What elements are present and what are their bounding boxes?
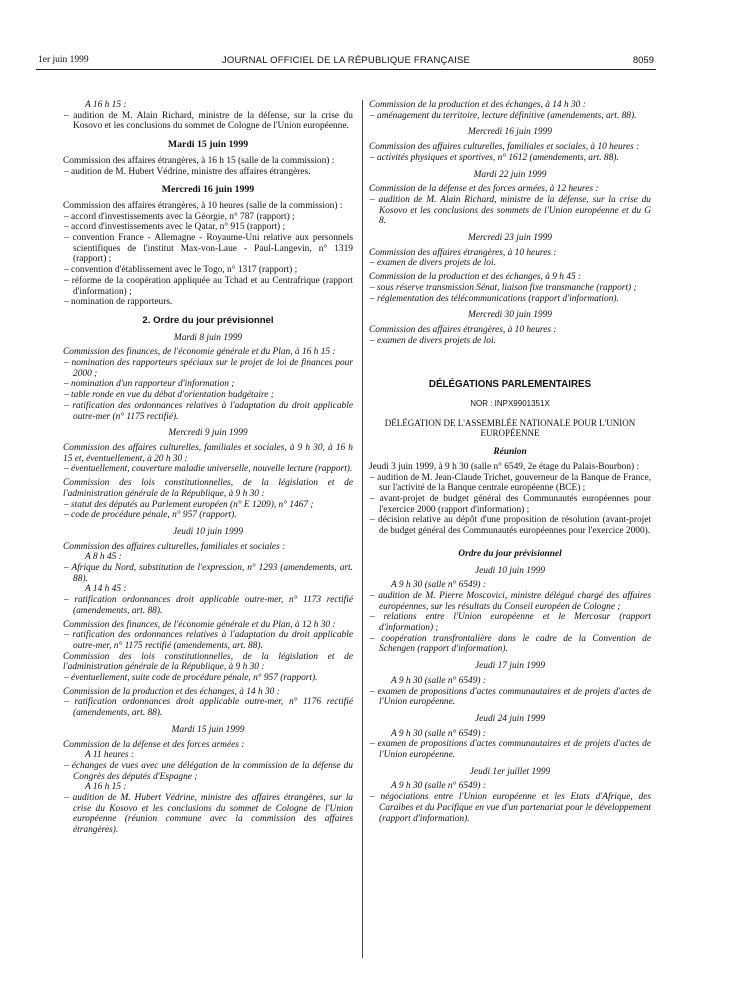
- date-heading: Mardi 22 juin 1999: [473, 169, 547, 180]
- agenda-item: – échanges de vues avec une délégation de la commission de la défense du Congrès des députés d'Espagne ;: [64, 760, 353, 782]
- agenda-item: – relations entre l'Union européenne et le Mercosur (rapport d'information) ;: [370, 612, 651, 634]
- commission-line: Commission de la production et des échanges, à 14 h 30 :: [63, 686, 280, 697]
- section-heading: 2. Ordre du jour prévisionnel: [142, 314, 274, 326]
- commission-line: Commission des affaires étrangères, à 16 h 15 (salle de la commission) :: [63, 155, 335, 166]
- commission-line: Commission de la défense et des forces armées :: [63, 739, 245, 750]
- agenda-item: – convention d'établissement avec le Togo, n° 1317 (rapport) ;: [64, 265, 298, 276]
- subsection-heading: Ordre du jour prévisionnel: [458, 548, 562, 559]
- agenda-item: – statut des députés au Parlement européen (n° E 1209), n° 1467 ;: [64, 499, 314, 510]
- commission-line: Commission de la production et des échanges, à 9 h 45 :: [369, 272, 582, 283]
- agenda-item: – aménagement du territoire, lecture définitive (amendements, art. 88).: [370, 110, 637, 121]
- right-column: [369, 100, 651, 824]
- date-heading: Jeudi 24 juin 1999: [474, 713, 546, 724]
- date-heading: Mercredi 9 juin 1999: [168, 428, 248, 439]
- agenda-item: – ratification des ordonnances relatives à l'adaptation du droit applicable outre-mer (n° 1175 rectifié).: [64, 400, 353, 422]
- time-label: A 9 h 30 (salle n° 6549) :: [391, 728, 486, 739]
- commission-line: Commission des affaires culturelles, familiales et sociales, à 10 heures :: [369, 142, 640, 153]
- page-number: 8059: [632, 55, 654, 66]
- commission-line: Commission des affaires étrangères, à 10 heures (salle de la commission) :: [63, 200, 343, 211]
- time-label: A 8 h 45 :: [85, 552, 122, 563]
- date-heading: Mardi 15 juin 1999: [171, 724, 245, 735]
- time-label: A 9 h 30 (salle n° 6549) :: [391, 675, 486, 686]
- agenda-item: – ratification ordonnances droit applicable outre-mer, n° 1176 rectifié (amendements, art. 88).: [64, 697, 353, 719]
- date-heading: Jeudi 1er juillet 1999: [469, 766, 551, 777]
- agenda-item: – Afrique du Nord, substitution de l'expression, n° 1293 (amendements, art. 88).: [64, 563, 353, 584]
- nor-reference: NOR : INPX9901351X: [470, 399, 550, 409]
- date-heading: Mercredi 30 juin 1999: [468, 310, 552, 321]
- page-header: [38, 55, 654, 69]
- time-label: A 9 h 30 (salle n° 6549) :: [391, 580, 486, 591]
- header-date: 1er juin 1999: [38, 55, 89, 65]
- column-divider: [362, 100, 363, 958]
- agenda-item: – examen de propositions d'actes communautaires et de projets d'actes de l'Union européenne.: [370, 739, 651, 761]
- date-heading: Mercredi 16 juin 1999: [468, 127, 552, 138]
- agenda-item: – activités physiques et sportives, n° 1612 (amendements, art. 88).: [370, 152, 619, 163]
- section-heading: DÉLÉGATIONS PARLEMENTAIRES: [428, 379, 592, 391]
- agenda-item: – examen de propositions d'actes communautaires et de projets d'actes de l'Union européenne.: [370, 686, 651, 708]
- commission-line: Commission des lois constitutionnelles, de la législation et de l'administration générale de la République, à 9 h 30 :: [63, 651, 353, 673]
- agenda-item: – sous réserve transmission Sénat, liaison fixe transmanche (rapport) ;: [370, 282, 637, 293]
- agenda-item: – éventuellement, couverture maladie universelle, nouvelle lecture (rapport).: [64, 464, 353, 475]
- date-heading: Jeudi 10 juin 1999: [172, 526, 244, 537]
- agenda-item: – convention France - Allemagne - Royaume-Uni relative aux personnels scientifiques de l'institut Max-von-Laue - Paul-Langevin, n° 1319 (rapport) ;: [64, 233, 353, 265]
- subsection-heading: Réunion: [493, 447, 527, 458]
- meeting-line: Jeudi 3 juin 1999, à 9 h 30 (salle n° 6549, 2e étage du Palais-Bourbon) :: [369, 461, 640, 472]
- left-column: [63, 100, 353, 836]
- date-heading: Mercredi 23 juin 1999: [468, 233, 552, 244]
- delegation-title: DÉLÉGATION DE L'ASSEMBLÉE NATIONALE POUR L'UNION EUROPÉENNE: [384, 417, 636, 439]
- date-heading: Mercredi 16 juin 1999: [161, 184, 255, 196]
- time-label: A 16 h 15 :: [85, 100, 127, 110]
- time-label: A 16 h 15 :: [85, 782, 127, 793]
- agenda-item: – code de procédure pénale, n° 957 (rapport).: [64, 510, 237, 521]
- commission-line: Commission des affaires culturelles, familiales et sociales :: [63, 541, 286, 552]
- commission-line: Commission des affaires étrangères, à 10 heures :: [369, 324, 557, 335]
- agenda-item: – éventuellement, suite code de procédure pénale, n° 957 (rapport).: [64, 673, 318, 684]
- header-title: JOURNAL OFFICIEL DE LA RÉPUBLIQUE FRANÇAISE: [221, 55, 471, 66]
- agenda-item: – examen de divers projets de loi.: [370, 258, 496, 269]
- agenda-item: – accord d'investissements avec la Géorgie, n° 787 (rapport) ;: [64, 211, 295, 222]
- date-heading: Jeudi 17 juin 1999: [474, 661, 546, 672]
- agenda-item: – examen de divers projets de loi.: [370, 335, 496, 346]
- agenda-item: – table ronde en vue du débat d'orientation budgétaire ;: [64, 390, 274, 401]
- agenda-item: – audition de M. Alain Richard, ministre de la défense, sur la crise du Kosovo et les conclusions des sommets de l'Union européenne et du G 8.: [370, 194, 651, 227]
- date-heading: Jeudi 10 juin 1999: [474, 565, 546, 576]
- agenda-item: – audition de M. Hubert Védrine, ministre des affaires étrangères, sur la crise du Kosovo et les conclusions du sommet de Cologne de l'Union européenne (réunion commune avec la commission des affaires étrangères).: [64, 793, 353, 836]
- agenda-item: – décision relative au dépôt d'une proposition de résolution (avant-projet de budget général des Communautés européennes pour l'exercice 2000).: [370, 515, 651, 537]
- commission-line: Commission des finances, de l'économie générale et du Plan, à 12 h 30 :: [63, 619, 336, 630]
- commission-line: Commission des lois constitutionnelles, de la législation et de l'administration générale de la République, à 9 h 30 :: [63, 478, 353, 499]
- agenda-item: – réglementation des télécommunications (rapport d'information).: [370, 293, 619, 304]
- agenda-item: – audition de M. Jean-Claude Trichet, gouverneur de la Banque de France, sur l'activité de la Banque centrale européenne (BCE) ;: [370, 472, 651, 494]
- agenda-item: – nomination de rapporteurs.: [64, 297, 173, 308]
- agenda-item: – ratification des ordonnances relatives à l'adaptation du droit applicable outre-mer, n° 1175 rectifié (amendements, art. 88).: [64, 630, 353, 651]
- header-rule: [36, 69, 656, 70]
- commission-line: Commission de la défense et des forces armées, à 12 heures :: [369, 184, 599, 195]
- agenda-item: – coopération transfrontalière dans le cadre de la Convention de Schengen (rapport d'information).: [370, 633, 651, 655]
- agenda-item: – audition de M. Alain Richard, ministre de la défense, sur la crise du Kosovo et les conclusions du sommet de Cologne de l'Union européenne.: [64, 110, 353, 132]
- time-label: A 9 h 30 (salle n° 6549) :: [391, 781, 486, 792]
- commission-line: Commission des affaires culturelles, familiales et sociales, à 9 h 30, à 16 h 15 et, éventuellement, à 20 h 30 :: [63, 442, 353, 464]
- agenda-item: – audition de M. Pierre Moscovici, ministre délégué chargé des affaires européennes, sur les résultats du Conseil européen de Cologne ;: [370, 590, 651, 612]
- agenda-item: – avant-projet de budget général des Communautés européennes pour l'exercice 2000 (rapport d'information) ;: [370, 493, 651, 515]
- commission-line: Commission de la production et des échanges, à 14 h 30 :: [369, 100, 586, 110]
- date-heading: Mardi 8 juin 1999: [173, 332, 243, 343]
- agenda-item: – nomination des rapporteurs spéciaux sur le projet de loi de finances pour 2000 ;: [64, 358, 353, 379]
- agenda-item: – négociations entre l'Union européenne et les Etats d'Afrique, des Caraïbes et du Pacifique en vue d'un partenariat pour le développement (rapport d'information).: [370, 792, 651, 824]
- commission-line: Commission des finances, de l'économie générale et du Plan, à 16 h 15 :: [63, 347, 336, 358]
- agenda-item: – accord d'investissements avec le Qatar, n° 915 (rapport) ;: [64, 222, 286, 233]
- commission-line: Commission des affaires étrangères, à 10 heures :: [369, 247, 557, 258]
- date-heading: Mardi 15 juin 1999: [167, 139, 249, 151]
- time-label: A 11 heures :: [85, 750, 135, 761]
- agenda-item: – réforme de la coopération appliquée au Tchad et au Centrafrique (rapport d'information) ;: [64, 275, 353, 297]
- time-label: A 14 h 45 :: [85, 584, 127, 595]
- agenda-item: – nomination d'un rapporteur d'information ;: [64, 379, 235, 390]
- agenda-item: – audition de M. Hubert Védrine, ministre des affaires étrangères.: [64, 166, 311, 177]
- agenda-item: – ratification ordonnances droit applicable outre-mer, n° 1173 rectifié (amendements, art. 88).: [64, 595, 353, 616]
